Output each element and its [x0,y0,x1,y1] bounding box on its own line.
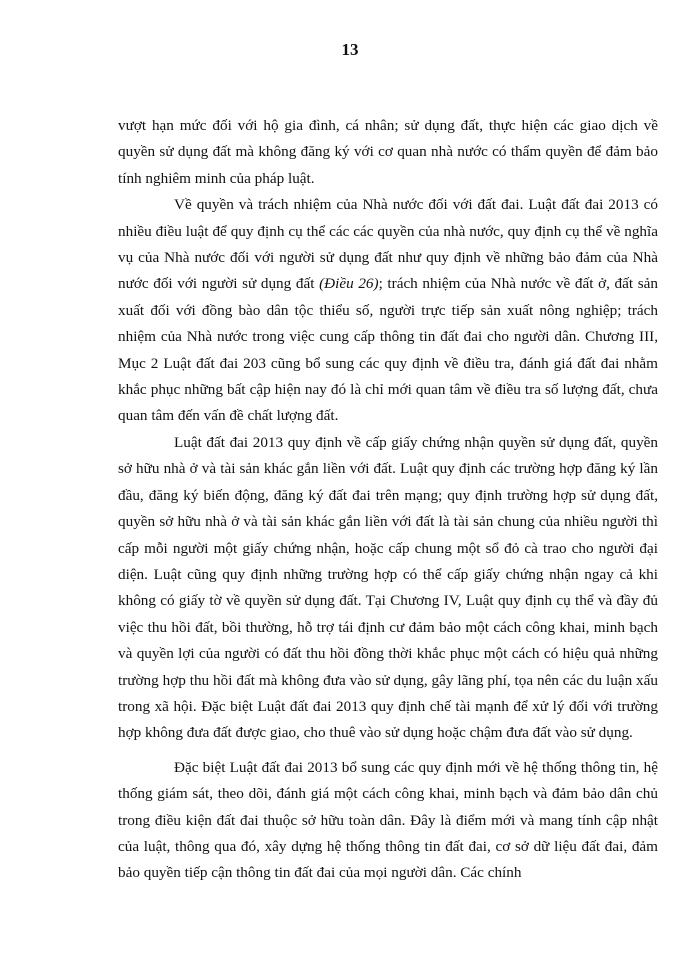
page-number: 13 [341,40,359,59]
paragraph-3: Luật đất đai 2013 quy định về cấp giấy chứng nhận quyền sử dụng đất, quyền sở hữu nhà ở và tài sản khác gắn liền với đất. Luật quy định các trường hợp đăng ký lần đầu, đăng ký biến động, đăng ký đất đai trên mạng; quy định trường hợp sử dụng đất, quyền sở hữu nhà ở và tài sản khác gắn liền với đất là tài sản chung của nhiều người thì cấp mỗi người một giấy chứng nhận, hoặc cấp chung một sổ đỏ cà trao cho người đại diện. Luật cũng quy định những trường hợp có thể cấp giấy chứng nhận ngay cả khi không có giấy tờ về quyền sử dụng đất. Tại Chương IV, Luật quy định cụ thể và đầy đủ việc thu hồi đất, bồi thường, hỗ trợ tái định cư đảm bảo một cách công khai, minh bạch và quyền lợi của người có đất thu hồi đồng thời khắc phục một cách có hiệu quả những trường hợp thu hồi đất mà không đưa vào sử dụng, gây lãng phí, tọa nên các du luận xấu trong xã hội. Đặc biệt Luật đất đai 2013 quy định chế tài mạnh để xử lý đối với trường hợp không đưa đất được giao, cho thuê vào sử dụng hoặc chậm đưa đất vào sử dụng. [118,433,658,742]
body-text [118,113,658,887]
paragraph-2-text-before: Về quyền và trách nhiệm của Nhà nước đối với đất đai. Luật đất đai 2013 có nhiều điều luật để quy định cụ thể các các quyền của nhà nước, quy định cụ thể về nghĩa vụ của Nhà nước đối với người sử dụng đất như quy định về những bảo đảm của Nhà nước đối với người sử dụng đất [118,196,658,293]
paragraph-2-text-after: ; trách nhiệm của Nhà nước về đất ở, đất sản xuất đối với đồng bào dân tộc thiểu số, người trực tiếp sản xuất nông nghiệp; trách nhiệm của Nhà nước trong việc cung cấp thông tin đất đai cho người dân. Chương III, Mục 2 Luật đất đai 203 cũng bổ sung các quy định về điều tra, đánh giá đất đai nhằm khắc phục những bất cập hiện nay đó là chỉ mới quan tâm về điều tra số lượng đất, chưa quan tâm đến vấn đề chất lượng đất. [118,275,659,425]
paragraph-1: vượt hạn mức đối với hộ gia đình, cá nhân; sử dụng đất, thực hiện các giao dịch về quyền sử dụng đất mà không đăng ký với cơ quan nhà nước có thẩm quyền để đảm bảo tính nghiêm minh của pháp luật. [118,117,658,187]
paragraph-4: Đặc biệt Luật đất đai 2013 bổ sung các quy định mới về hệ thống thông tin, hệ thống giám sát, theo dõi, đánh giá một cách công khai, minh bạch và đảm bảo dân chủ trong điều kiện đất đai thuộc sở hữu toàn dân. Đây là điểm mới và mang tính cập nhật của luật, thông qua đó, xây dựng hệ thống thông tin đất đai, cơ sở dữ liệu đất đai, đảm bảo quyền tiếp cận thông tin đất đai của mọi người dân. Các chính [118,758,658,882]
paragraph-2-italic-ref: (Điều 26) [319,275,379,293]
paragraph-2 [118,192,658,430]
